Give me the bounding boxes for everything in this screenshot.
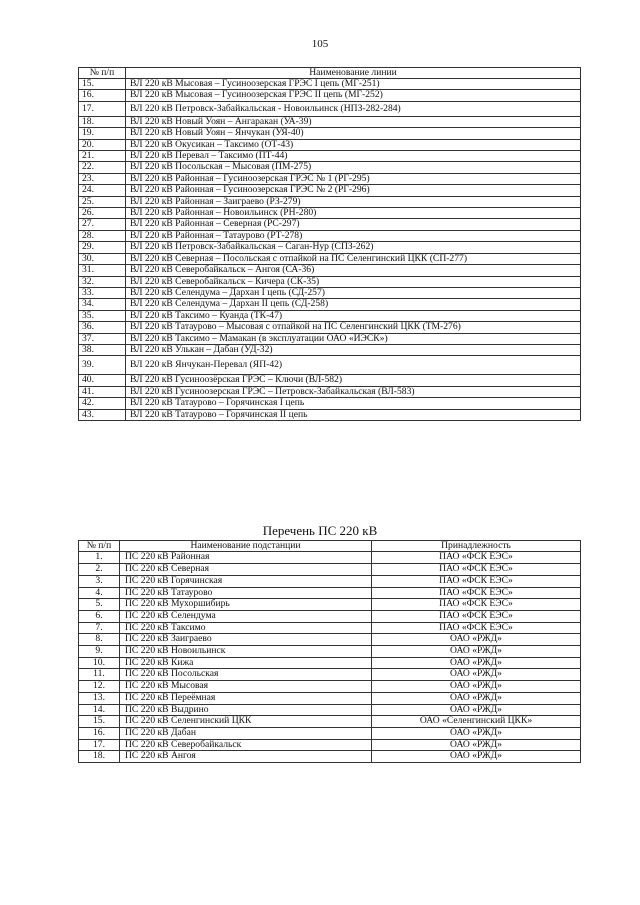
substation-owner: ПАО «ФСК ЕЭС» [372,610,581,622]
table-row [79,333,581,344]
substation-owner: ПАО «ФСК ЕЭС» [372,599,581,611]
table-row [79,669,581,681]
row-number: 22. [79,162,126,173]
row-number: 43. [79,409,126,420]
table-row [79,128,581,139]
lines-table [78,67,581,421]
substation-owner: ОАО «РЖД» [372,634,581,646]
line-name: ВЛ 220 кВ Перевал – Таксимо (ПТ-44) [126,151,581,162]
table-row [79,116,581,127]
substation-name: ПС 220 кВ Выдрино [120,704,372,716]
line-name: ВЛ 220 кВ Янчукан-Перевал (ЯП-42) [126,356,581,375]
substation-name: ПС 220 кВ Районная [120,552,372,564]
table-row [79,101,581,116]
substation-owner: ОАО «РЖД» [372,692,581,704]
substation-name: ПС 220 кВ Северная [120,564,372,576]
table-row [79,196,581,207]
row-number: 41. [79,386,126,397]
row-number: 8. [79,634,120,646]
table-row [79,622,581,634]
row-number: 16. [79,90,126,101]
table-row [79,310,581,321]
substation-name: ПС 220 кВ Таксимо [120,622,372,634]
line-name: ВЛ 220 кВ Окусикан – Таксимо (ОТ-43) [126,139,581,150]
table-row [79,322,581,333]
row-number: 28. [79,230,126,241]
table-row [79,704,581,716]
row-number: 20. [79,139,126,150]
substation-owner: ПАО «ФСК ЕЭС» [372,552,581,564]
line-name: ВЛ 220 кВ Посольская – Мысовая (ПМ-275) [126,162,581,173]
line-name: ВЛ 220 кВ Районная – Гусиноозерская ГРЭС № 1 (РГ-295) [126,173,581,184]
line-name: ВЛ 220 кВ Селендума – Дархан I цепь (СД-257) [126,287,581,298]
substation-owner: ОАО «РЖД» [372,646,581,658]
row-number: 15. [79,79,126,90]
table-row [79,344,581,355]
table-row [79,139,581,150]
line-name: ВЛ 220 кВ Новый Уоян – Янчукан (УЯ-40) [126,128,581,139]
row-number: 42. [79,398,126,409]
row-number: 30. [79,253,126,264]
table-row [79,657,581,669]
table-row [79,386,581,397]
row-number: 23. [79,173,126,184]
substation-owner: ПАО «ФСК ЕЭС» [372,575,581,587]
table-row [79,575,581,587]
table-row [79,242,581,253]
substation-name: ПС 220 кВ Северобайкальск [120,739,372,751]
row-number: 36. [79,322,126,333]
substation-name: ПС 220 кВ Новоильинск [120,646,372,658]
substation-owner: ПАО «ФСК ЕЭС» [372,622,581,634]
table-row [79,646,581,658]
table-row [79,587,581,599]
table-row [79,692,581,704]
row-number: 37. [79,333,126,344]
line-name: ВЛ 220 кВ Районная – Татаурово (РТ-278) [126,230,581,241]
line-name: ВЛ 220 кВ Мысовая – Гусиноозерская ГРЭС I цепь (МГ-251) [126,79,581,90]
line-name: ВЛ 220 кВ Гусиноозёрская ГРЭС – Ключи (ВЛ-582) [126,375,581,386]
row-number: 26. [79,208,126,219]
row-number: 6. [79,610,120,622]
line-name: ВЛ 220 кВ Улькан – Дабан (УД-32) [126,344,581,355]
table-row [79,299,581,310]
table-row [79,151,581,162]
line-name: ВЛ 220 кВ Районная – Северная (РС-297) [126,219,581,230]
column-header-owner: Принадлежность [372,541,581,552]
line-name: ВЛ 220 кВ Районная – Заиграево (РЗ-279) [126,196,581,207]
substation-name: ПС 220 кВ Заиграево [120,634,372,646]
row-number: 38. [79,344,126,355]
substation-name: ПС 220 кВ Селендума [120,610,372,622]
substation-name: ПС 220 кВ Мысовая [120,681,372,693]
substation-owner: ОАО «Селенгинский ЦКК» [372,716,581,728]
substations-table-body [79,552,581,763]
table-row [79,162,581,173]
table-row [79,265,581,276]
row-number: 4. [79,587,120,599]
table-row [79,681,581,693]
row-number: 11. [79,669,120,681]
table-row [79,409,581,420]
substation-owner: ПАО «ФСК ЕЭС» [372,587,581,599]
table-row [79,79,581,90]
substation-name: ПС 220 кВ Перeёмная [120,692,372,704]
row-number: 19. [79,128,126,139]
row-number: 29. [79,242,126,253]
table-row [79,751,581,763]
lines-table-header [79,68,581,79]
substation-owner: ПАО «ФСК ЕЭС» [372,564,581,576]
line-name: ВЛ 220 кВ Северобайкальск – Ангоя (СА-36) [126,265,581,276]
row-number: 18. [79,116,126,127]
column-header-num: № п/п [79,68,126,79]
line-name: ВЛ 220 кВ Новый Уоян – Ангаракан (УА-39) [126,116,581,127]
row-number: 13. [79,692,120,704]
table-row [79,276,581,287]
table-row [79,398,581,409]
substation-name: ПС 220 кВ Татаурово [120,587,372,599]
table-row [79,564,581,576]
column-header-num: № п/п [79,541,120,552]
line-name: ВЛ 220 кВ Таксимо – Куанда (ТК-47) [126,310,581,321]
row-number: 21. [79,151,126,162]
table-row [79,552,581,564]
line-name: ВЛ 220 кВ Северная – Посольская с отпайкой на ПС Селенгинский ЦКК (СП-277) [126,253,581,264]
substation-owner: ОАО «РЖД» [372,681,581,693]
substation-owner: ОАО «РЖД» [372,727,581,739]
line-name: ВЛ 220 кВ Петровск-Забайкальская – Саган-Нур (СПЗ-262) [126,242,581,253]
table-row [79,253,581,264]
row-number: 25. [79,196,126,207]
substation-name: ПС 220 кВ Мухоршибирь [120,599,372,611]
row-number: 31. [79,265,126,276]
row-number: 3. [79,575,120,587]
row-number: 27. [79,219,126,230]
substation-name: ПС 220 кВ Кижа [120,657,372,669]
row-number: 40. [79,375,126,386]
lines-table-body [79,79,581,421]
row-number: 12. [79,681,120,693]
table-row [79,727,581,739]
substation-owner: ОАО «РЖД» [372,657,581,669]
line-name: ВЛ 220 кВ Гусиноозерская ГРЭС – Петровск-Забайкальская (ВЛ-583) [126,386,581,397]
table-row [79,599,581,611]
line-name: ВЛ 220 кВ Северобайкальск – Кичера (СК-35) [126,276,581,287]
table-row [79,208,581,219]
table-row [79,185,581,196]
substation-owner: ОАО «РЖД» [372,704,581,716]
substation-name: ПС 220 кВ Горячинская [120,575,372,587]
row-number: 16. [79,727,120,739]
row-number: 5. [79,599,120,611]
column-header-line-name: Наименование линии [126,68,581,79]
table-row [79,610,581,622]
substation-name: ПС 220 кВ Селенгинский ЦКК [120,716,372,728]
table-row [79,173,581,184]
line-name: ВЛ 220 кВ Селендума – Дархан II цепь (СД-258) [126,299,581,310]
substation-name: ПС 220 кВ Дабан [120,727,372,739]
substations-table-header [79,541,581,552]
table-row [79,634,581,646]
table-row [79,739,581,751]
table-row [79,90,581,101]
line-name: ВЛ 220 кВ Мысовая – Гусиноозерская ГРЭС II цепь (МГ-252) [126,90,581,101]
row-number: 33. [79,287,126,298]
substations-table [78,540,581,763]
row-number: 17. [79,101,126,116]
table-row [79,287,581,298]
line-name: ВЛ 220 кВ Петровск-Забайкальская - Новоильинск (НПЗ-282-284) [126,101,581,116]
line-name: ВЛ 220 кВ Татаурово – Горячинская II цепь [126,409,581,420]
line-name: ВЛ 220 кВ Татаурово – Мысовая с отпайкой на ПС Селенгинский ЦКК (ТМ-276) [126,322,581,333]
table-row [79,230,581,241]
table-row [79,356,581,375]
row-number: 17. [79,739,120,751]
page-number: 105 [311,38,329,50]
row-number: 34. [79,299,126,310]
row-number: 39. [79,356,126,375]
table-row [79,219,581,230]
row-number: 18. [79,751,120,763]
line-name: ВЛ 220 кВ Районная – Гусиноозерская ГРЭС № 2 (РГ-296) [126,185,581,196]
row-number: 1. [79,552,120,564]
row-number: 7. [79,622,120,634]
substation-owner: ОАО «РЖД» [372,669,581,681]
substation-owner: ОАО «РЖД» [372,739,581,751]
row-number: 2. [79,564,120,576]
substation-name: ПС 220 кВ Ангоя [120,751,372,763]
table-row [79,375,581,386]
row-number: 14. [79,704,120,716]
row-number: 32. [79,276,126,287]
line-name: ВЛ 220 кВ Районная – Новоильинск (РН-280) [126,208,581,219]
table-row [79,716,581,728]
substation-owner: ОАО «РЖД» [372,751,581,763]
row-number: 10. [79,657,120,669]
row-number: 24. [79,185,126,196]
row-number: 9. [79,646,120,658]
row-number: 15. [79,716,120,728]
substation-name: ПС 220 кВ Посольская [120,669,372,681]
line-name: ВЛ 220 кВ Таксимо – Мамакан (в эксплуатации ОАО «ИЭСК») [126,333,581,344]
row-number: 35. [79,310,126,321]
column-header-substation-name: Наименование подстанции [120,541,372,552]
ps-section-title: Перечень ПС 220 кВ [262,523,378,538]
line-name: ВЛ 220 кВ Татаурово – Горячинская I цепь [126,398,581,409]
